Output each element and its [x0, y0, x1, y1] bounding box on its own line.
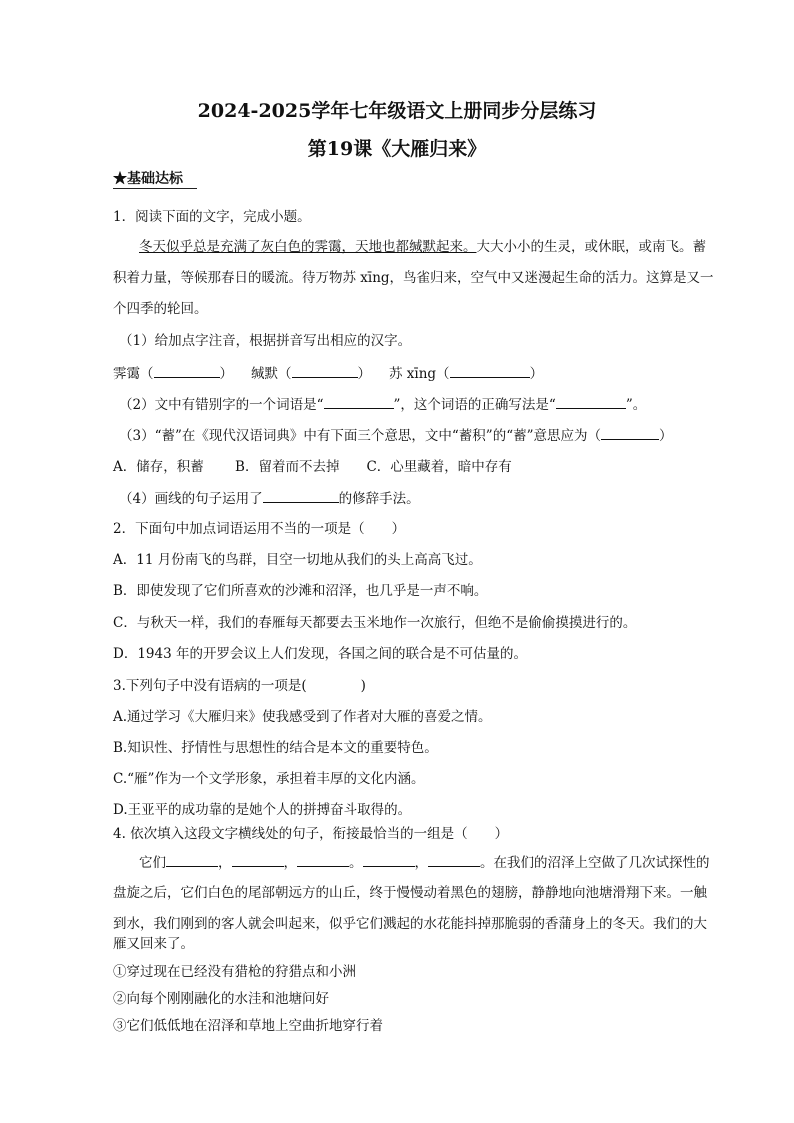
q4-stem: 4. 依次填入这段文字横线处的句子，衔接最恰当的一组是（ ）: [113, 826, 509, 842]
sub1-close-a: ）: [219, 366, 233, 382]
q1-sub2: [119, 394, 646, 415]
q4-passage-line1: [139, 852, 710, 873]
sub2-text-b: ”，这个词语的正确写法是“: [393, 397, 556, 413]
q1-passage-line1: [139, 237, 706, 257]
q4-choice-3: ③它们低低地在沼泽和草地上空曲折地穿行着: [113, 1018, 383, 1034]
q1-passage-rest: 大大小小的生灵，或休眠，或南飞。蓄: [476, 239, 706, 255]
sub4-text-b: 的修辞手法。: [338, 491, 420, 507]
q4-line1-end: 。在我们的沼泽上空做了几次试探性的: [480, 855, 710, 871]
q2-option-d: D．1943 年的开罗会议上人们发现，各国之间的联合是不可估量的。: [113, 646, 527, 662]
answer-blank-1[interactable]: [154, 363, 220, 378]
sub3-text: （3）“蓄”在《现代汉语词典》中有下面三个意思，文中“蓄积”的“蓄”意思应为（: [119, 428, 601, 444]
q2-option-c: C．与秋天一样，我们的春雁每天都要去玉米地作一次旅行，但绝不是偷偷摸摸进行的。: [113, 615, 637, 631]
q1-underlined-sentence: 冬天似乎总是充满了灰白色的霁霭，天地也都缄默起来。: [139, 239, 477, 255]
sep-1: ，: [218, 855, 232, 871]
q4-choice-1: ①穿过现在已经没有猎枪的狩猎点和小洲: [113, 964, 356, 980]
q4-passage-line3: 到水，我们刚到的客人就会叫起来，似乎它们溅起的水花能抖掉那脆弱的香蒲身上的冬天。我们的大: [113, 916, 707, 932]
fill-blank-1[interactable]: [166, 852, 218, 867]
fill-blank-5[interactable]: [428, 852, 480, 867]
q1-stem: 1．阅读下面的文字，完成小题。: [113, 209, 311, 225]
fill-blank-4[interactable]: [363, 852, 415, 867]
section-heading: ★基础达标: [113, 170, 197, 189]
sep-2: ，: [283, 855, 297, 871]
q4-start: 它们: [139, 855, 166, 871]
fill-blank-3[interactable]: [297, 852, 349, 867]
answer-blank-5[interactable]: [556, 394, 626, 409]
answer-blank-7[interactable]: [263, 488, 339, 503]
sub1-label-c: 苏 xīng（: [389, 366, 450, 382]
q1-sub1-answers: [113, 363, 543, 384]
sub2-text-a: （2）文中有错别字的一个词语是“: [119, 397, 324, 413]
sep-4: ，: [414, 855, 428, 871]
q3-option-c: C.“雁”作为一个文学形象，承担着丰厚的文化内涵。: [113, 771, 425, 787]
answer-blank-4[interactable]: [324, 394, 394, 409]
q3-option-a: A.通过学习《大雁归来》使我感受到了作者对大雁的喜爱之情。: [113, 709, 492, 725]
q3-option-d: D.王亚平的成功靠的是她个人的拼搏奋斗取得的。: [113, 802, 412, 818]
q1-passage-line3: 个四季的轮回。: [113, 301, 208, 317]
q4-choice-2: ②向每个刚刚融化的水洼和池塘问好: [113, 991, 329, 1007]
sep-3: 。: [349, 855, 363, 871]
q3-option-b: B.知识性、抒情性与思想性的结合是本文的重要特色。: [113, 740, 438, 756]
lesson-title: 第19课《大雁归来》: [307, 138, 487, 160]
sub1-close-b: ）: [357, 366, 371, 382]
q1-sub1: （1）给加点字注音，根据拼音写出相应的汉字。: [119, 333, 412, 349]
answer-blank-3[interactable]: [450, 363, 530, 378]
sub3-close: ）: [659, 428, 673, 444]
answer-blank-6[interactable]: [601, 425, 659, 440]
q2-option-a: A．11 月份南飞的鸟群，目空一切地从我们的头上高高飞过。: [113, 552, 482, 568]
sub4-text-a: （4）画线的句子运用了: [119, 491, 263, 507]
sub2-text-c: ”。: [625, 397, 647, 413]
q2-stem: 2．下面句中加点词语运用不当的一项是（ ）: [113, 521, 406, 537]
sub1-close-c: ）: [529, 366, 544, 382]
q1-sub3-options: A．储存，积蓄 B．留着而不去掉 C．心里藏着，暗中存有: [113, 459, 512, 475]
sub1-label-a: 霁霭（: [113, 366, 154, 382]
q1-sub4: [119, 488, 420, 509]
q1-sub3: [119, 425, 673, 446]
fill-blank-2[interactable]: [232, 852, 284, 867]
sub1-label-b: 缄默（: [251, 366, 292, 382]
q4-passage-line2: 盘旋之后，它们白色的尾部朝远方的山丘，终于慢慢动着黑色的翅膀，静静地向池塘滑翔下来。一触: [113, 885, 707, 901]
q1-passage-line2: 积着力量，等候那春日的暖流。待万物苏 xīng，鸟雀归来，空气中又迷漫起生命的活力。这算是又一: [113, 270, 714, 286]
q3-stem: 3.下列句子中没有语病的一项是( ): [113, 678, 366, 694]
q4-passage-line4: 雁又回来了。: [113, 936, 194, 952]
q2-option-b: B．即使发现了它们所喜欢的沙滩和沼泽，也几乎是一声不响。: [113, 583, 488, 599]
answer-blank-2[interactable]: [292, 363, 358, 378]
page-title: 2024-2025学年七年级语文上册同步分层练习: [197, 100, 597, 122]
